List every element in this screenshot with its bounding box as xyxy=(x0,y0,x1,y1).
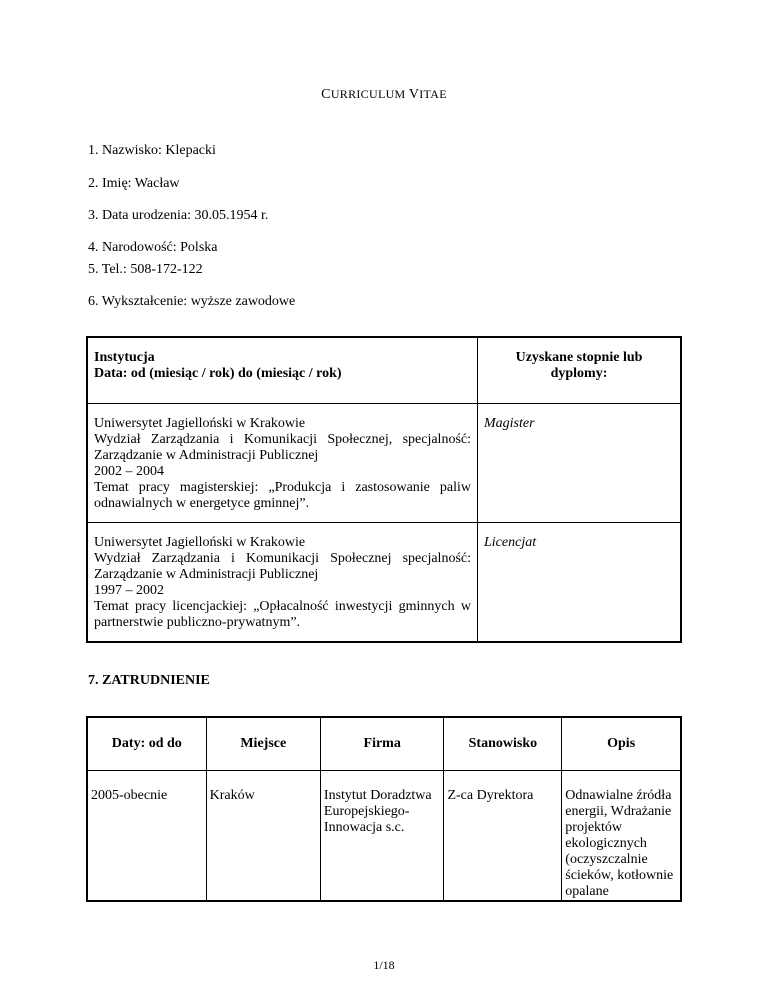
table-row xyxy=(87,522,681,642)
position-header: Stanowisko xyxy=(444,717,562,771)
table-row xyxy=(87,337,681,403)
document-title: CURRICULUM VITAE xyxy=(321,87,447,102)
description-header: Opis xyxy=(562,717,681,771)
institution-cell: Uniwersytet Jagielloński w Krakowie Wydział Zarządzania i Komunikacji Społecznej, specjalność: Zarządzanie w Administracji Publicznej 2002 – 2004 Temat pracy magisterskiej: „Produkcja i zastosowanie paliw odnawialnych w energetyce gminnej”. xyxy=(87,403,478,522)
institution-header: Instytucja Data: od (miesiąc / rok) do (miesiąc / rok) xyxy=(87,337,478,403)
company-cell: Instytut Doradztwa Europejskiego-Innowacja s.c. xyxy=(320,771,444,902)
position-cell: Z-ca Dyrektora xyxy=(444,771,562,902)
employment-table xyxy=(86,716,682,902)
institution-cell: Uniwersytet Jagielloński w Krakowie Wydział Zarządzania i Komunikacji Społecznej specjalność: Zarządzanie w Administracji Publicznej 1997 – 2002 Temat pracy licencjackiej: „Opłacalność inwestycji gminnych w partnerstwie publiczno-prywatnym”. xyxy=(87,522,478,642)
description-cell: Odnawialne źródła energii, Wdrażanie projektów ekologicznych (oczyszczalnie ścieków, kotłownie opalane xyxy=(562,771,681,902)
table-row xyxy=(87,403,681,522)
page-number: 1/18 xyxy=(373,958,395,972)
education-table xyxy=(86,336,682,643)
degree-cell: Magister xyxy=(478,403,682,522)
degree-cell: Licencjat xyxy=(478,522,682,642)
place-cell: Kraków xyxy=(206,771,320,902)
first-name-field: 2. Imię: Wacław xyxy=(88,176,180,191)
table-row xyxy=(87,717,681,771)
company-header: Firma xyxy=(320,717,444,771)
nationality-field: 4. Narodowość: Polska xyxy=(88,240,218,255)
employment-section-title: 7. ZATRUDNIENIE xyxy=(88,673,210,688)
dates-cell: 2005-obecnie xyxy=(87,771,206,902)
phone-field: 5. Tel.: 508-172-122 xyxy=(88,262,203,277)
education-level-field: 6. Wykształcenie: wyższe zawodowe xyxy=(88,294,296,309)
dates-header: Daty: od do xyxy=(87,717,206,771)
surname-field: 1. Nazwisko: Klepacki xyxy=(88,143,216,158)
birth-date-field: 3. Data urodzenia: 30.05.1954 r. xyxy=(88,208,269,223)
place-header: Miejsce xyxy=(206,717,320,771)
degree-header: Uzyskane stopnie lub dyplomy: xyxy=(478,337,682,403)
table-row xyxy=(87,771,681,902)
